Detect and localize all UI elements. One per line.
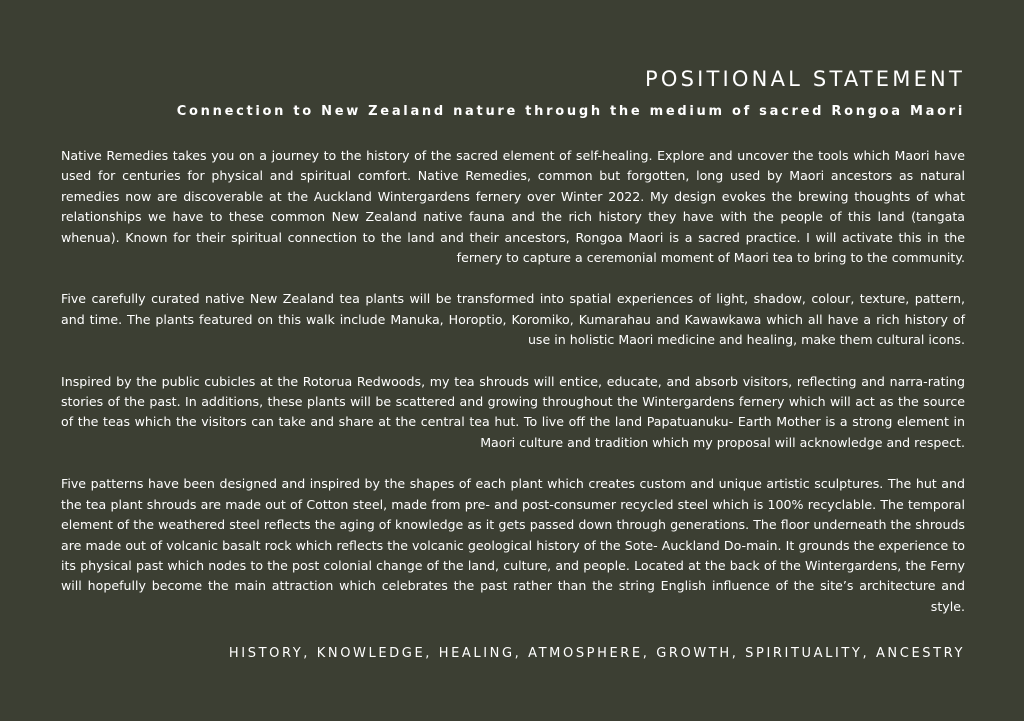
- page-subtitle: Connection to New Zealand nature through the medium of sacred Rongoa Maori: [176, 104, 965, 119]
- paragraph-tea-plants: Five carefully curated native New Zealand tea plants will be transformed into spatial experiences of light, shadow, colour, texture, pattern, and time. The plants featured on this walk include Manuka, Horoptio, Koromiko, Kumarahau and Kawawkawa which all have a rich history of use in holistic Maori medicine and healing, make them cultural icons.: [61, 291, 965, 348]
- paragraph-materials: Five patterns have been designed and inspired by the shapes of each plant which creates custom and unique artistic sculptures. The hut and the tea plant shrouds are made out of Cotton steel, made from pre- and post-consumer recycled steel which is 100% recyclable. The temporal element of the weathered steel reflects the aging of knowledge as it gets passed down through generations. The floor underneath the shrouds are made out of volcanic basalt rock which reflects the volcanic geological history of the Sote- Auckland Do-main. It grounds the experience to its physical past which nodes to the post colonial change of the land, culture, and people. Located at the back of the Wintergardens, the Ferny will hopefully become the main attraction which celebrates the past rather than the string English influence of the site’s architecture and style.: [61, 476, 965, 614]
- paragraph-intro: Native Remedies takes you on a journey to the history of the sacred element of self-healing. Explore and uncover the tools which Maori have used for centuries for physical and spiritual comfort. Native Remedies, common but forgotten, long used by Maori ancestors as natural remedies now are discoverable at the Auckland Wintergardens fernery over Winter 2022. My design evokes the brewing thoughts of what relationships we have to these common New Zealand native fauna and the rich history they have with the people of this land (tangata whenua). Known for their spiritual connection to the land and their ancestors, Rongoa Maori is a sacred practice. I will activate this in the fernery to capture a ceremonial moment of Maori tea to bring to the community.: [61, 148, 965, 266]
- page-title: POSITIONAL STATEMENT: [645, 67, 965, 91]
- positional-statement-page: [61, 0, 965, 721]
- paragraph-inspiration: Inspired by the public cubicles at the Rotorua Redwoods, my tea shrouds will entice, educate, and absorb visitors, reflecting and narra-rating stories of the past. In additions, these plants will be scattered and growing throughout the Wintergardens fernery which will act as the source of the teas which the visitors can take and share at the central tea hut. To live off the land Papatuanuku- Earth Mother is a strong element in Maori culture and tradition which my proposal will acknowledge and respect.: [61, 373, 965, 450]
- keywords-line: HISTORY, KNOWLEDGE, HEALING, ATMOSPHERE, GROWTH, SPIRITUALITY, ANCESTRY: [228, 646, 965, 661]
- statement-body: [61, 146, 965, 638]
